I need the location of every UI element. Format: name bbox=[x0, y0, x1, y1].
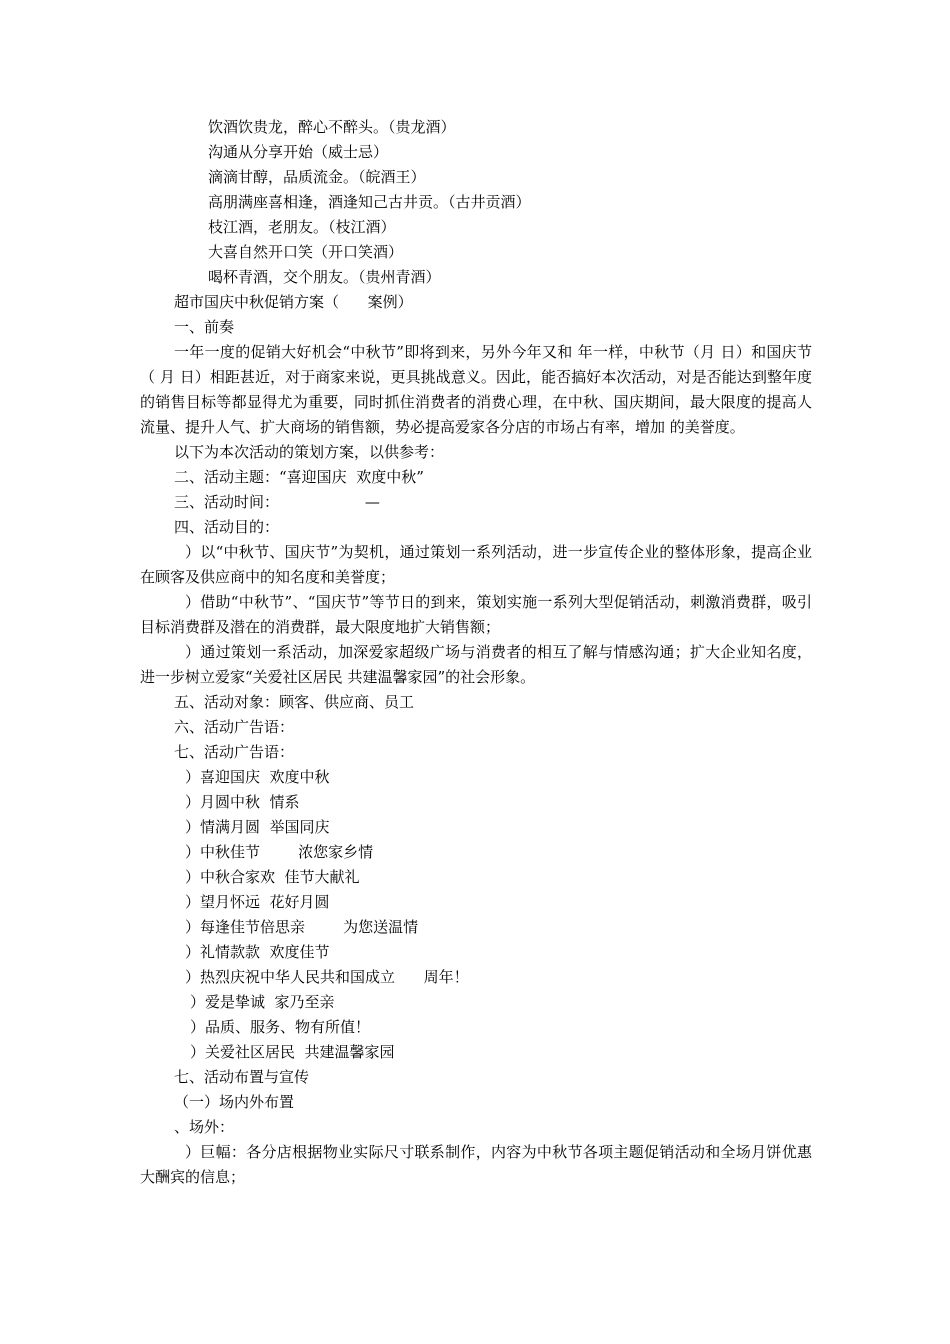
section-heading: 四、活动目的： bbox=[174, 518, 280, 536]
ad-slogan-item: ）爱是挚诚 家乃至亲 bbox=[190, 993, 335, 1011]
ad-slogan-item: ）中秋佳节 浓您家乡情 bbox=[185, 843, 374, 861]
slogan-line: 沟通从分享开始（威士忌） bbox=[208, 143, 389, 161]
intro-paragraph: 一年一度的促销大好机会“中秋节”即将到来，另外今年又和 年一样，中秋节（月 日）和国庆节（ 月 日）相距甚近，对于商家来说，更具挑战意义。因此，能否搞好本次活动，对是否能达到整年度的销售目标等都显得尤为重要，同时抓住消费者的消费心理，在中秋、国庆期间，最大限度的提高人流量、提升人气、扩大商场的销售额，势必提高爱家各分店的市场占有率，增加 的美誉度。 bbox=[140, 343, 812, 436]
section-heading: 五、活动对象：顾客、供应商、员工 bbox=[174, 693, 415, 711]
ad-slogan-item: ）喜迎国庆 欢度中秋 bbox=[185, 768, 330, 786]
ad-slogan-item: ）中秋合家欢 佳节大献礼 bbox=[185, 868, 360, 886]
ad-slogan-item: ）情满月圆 举国同庆 bbox=[185, 818, 330, 836]
ad-slogan-item: ）关爱社区居民 共建温馨家园 bbox=[190, 1043, 395, 1061]
document-title: 超市国庆中秋促销方案（ 案例） bbox=[174, 293, 413, 311]
ad-slogan-item: ）品质、服务、物有所值！ bbox=[190, 1018, 371, 1036]
section-heading: 一、前奏 bbox=[174, 318, 235, 336]
banner-paragraph: ）巨幅：各分店根据物业实际尺寸联系制作，内容为中秋节各项主题促销活动和全场月饼优惠大酬宾的信息； bbox=[140, 1143, 812, 1186]
ad-slogan-item: ）月圆中秋 情系 bbox=[185, 793, 300, 811]
ad-slogan-item: ）礼情款款 欢度佳节 bbox=[185, 943, 330, 961]
section-heading: 六、活动广告语： bbox=[174, 718, 295, 736]
slogan-line: 大喜自然开口笑（开口笑酒） bbox=[208, 243, 404, 261]
purpose-paragraph: ）通过策划一系活动，加深爱家超级广场与消费者的相互了解与情感沟通；扩大企业知名度，进一步树立爱家“关爱社区居民 共建温馨家园”的社会形象。 bbox=[140, 643, 812, 686]
slogan-line: 饮酒饮贵龙，醉心不醉头。（贵龙酒） bbox=[208, 118, 456, 136]
document-page bbox=[140, 115, 812, 1190]
slogan-line: 枝江酒，老朋友。（枝江酒） bbox=[208, 218, 396, 236]
section-heading: 七、活动布置与宣传 bbox=[174, 1068, 310, 1086]
ad-slogan-item: ）每逢佳节倍思亲 为您送温情 bbox=[185, 918, 419, 936]
purpose-paragraph: ）借助“中秋节”、“国庆节”等节日的到来，策划实施一系列大型促销活动，刺激消费群，吸引目标消费群及潜在的消费群，最大限度地扩大销售额； bbox=[140, 593, 812, 636]
purpose-paragraph: ）以“中秋节、国庆节”为契机，通过策划一系列活动，进一步宣传企业的整体形象，提高企业在顾客及供应商中的知名度和美誉度； bbox=[140, 543, 812, 586]
section-heading: 三、活动时间： — bbox=[174, 493, 380, 511]
section-heading: 二、活动主题：“喜迎国庆 欢度中秋” bbox=[174, 468, 424, 486]
slogan-line: 高朋满座喜相逢，酒逢知己古井贡。（古井贡酒） bbox=[208, 193, 531, 211]
ad-slogan-item: ）热烈庆祝中华人民共和国成立 周年！ bbox=[185, 968, 469, 986]
ad-slogan-item: ）望月怀远 花好月圆 bbox=[185, 893, 330, 911]
slogan-line: 滴滴甘醇，品质流金。（皖酒王） bbox=[208, 168, 426, 186]
subsection-heading: （一）场内外布置 bbox=[174, 1093, 295, 1111]
slogan-line: 喝杯青酒，交个朋友。（贵州青酒） bbox=[208, 268, 441, 286]
section-heading: 七、活动广告语： bbox=[174, 743, 295, 761]
plan-intro: 以下为本次活动的策划方案，以供参考： bbox=[174, 443, 445, 461]
subsection-heading: 、场外： bbox=[174, 1118, 235, 1136]
